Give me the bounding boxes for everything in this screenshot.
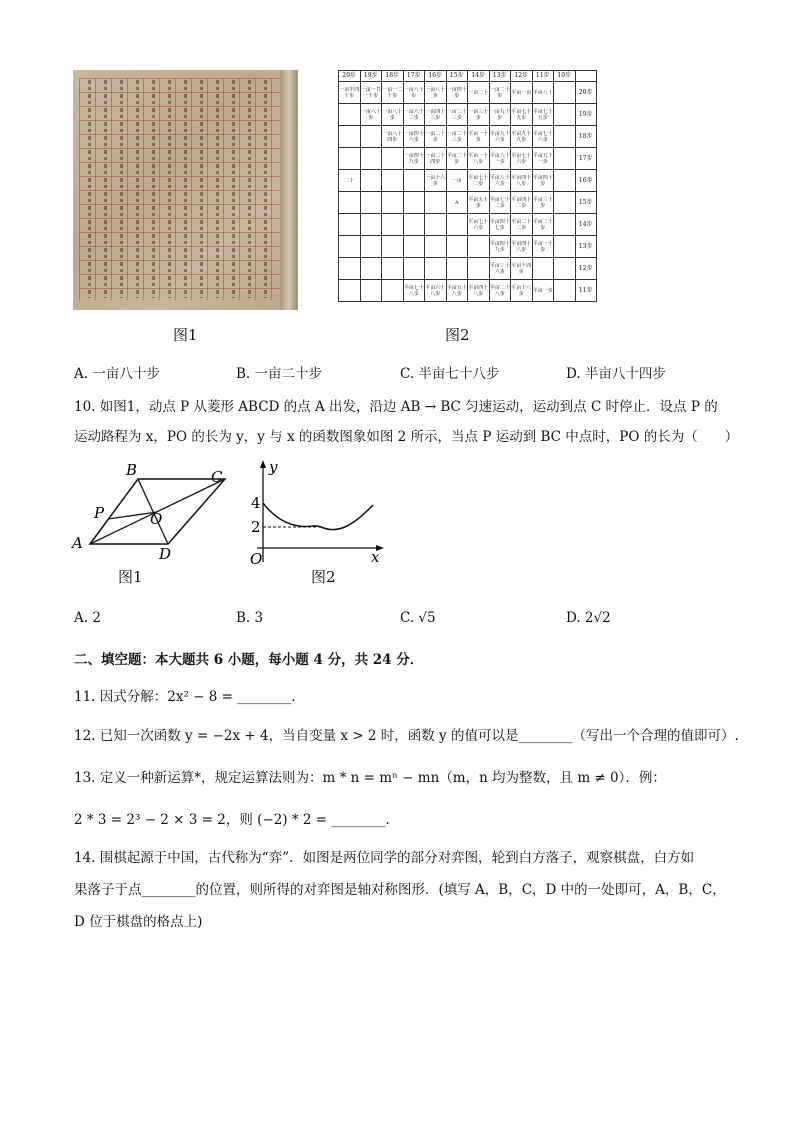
table-cell: 平亩四十八步 [468,280,490,302]
table-row [339,82,597,104]
table-cell: 一亩四十六步 [403,126,425,148]
table-cell: 平亩一步 [532,280,554,302]
table-header-cell: 20步 [339,71,361,82]
table-cell: 一亩四十三步 [425,104,447,126]
table-cell [339,214,361,236]
table-cell [339,148,361,170]
table-side-label: 17步 [575,148,597,170]
table-row [339,104,597,126]
q11-text: 11. 因式分解：2x² − 8 = ________. [74,689,296,705]
table-row [339,258,597,280]
label-a: A [72,534,83,552]
table-header-cell: 16步 [425,71,447,82]
table-row [339,280,597,302]
table-cell: 平亩二十步 [532,214,554,236]
table-cell [554,258,576,280]
q10-option-d: D. 2√2 [566,610,611,626]
table-cell: 一亩二十步 [489,82,511,104]
table-cell [360,214,382,236]
q9-option-d: D. 半亩八十四步 [566,366,666,382]
table-cell [360,170,382,192]
table-cell [382,280,404,302]
table-cell: 平亩十四步 [511,258,533,280]
q9-option-b: B. 一亩二十步 [236,366,323,382]
table-cell: 平亩一亩 [511,82,533,104]
q10-fig1-caption: 图1 [118,568,143,586]
table-cell [446,236,468,258]
table-cell: 二十 [339,170,361,192]
table-side-label: 18步 [575,126,597,148]
table-header-cell: 18步 [382,71,404,82]
table-cell [532,258,554,280]
q14-line1: 14. 围棋起源于中国，古代称为“弈”．如图是两位同学的部分对弈图，轮到白方落子，观察棋盘，白方如 [74,850,695,866]
table-cell [425,214,447,236]
table-cell: 一亩四十九步 [403,148,425,170]
table-cell [403,236,425,258]
q9-fig2-caption: 图2 [445,326,470,344]
table-cell: 一亩八十步 [425,82,447,104]
table-cell: 平亩四十八步 [511,236,533,258]
table-cell [468,236,490,258]
table-cell: 平亩九十九步 [511,126,533,148]
table-cell: 平亩八十 [532,82,554,104]
tick-label-2: 2 [251,518,261,536]
table-cell [360,126,382,148]
table-cell: 平亩三十步 [532,192,554,214]
table-cell: 平亩七十二步 [489,192,511,214]
table-cell [339,280,361,302]
function-curve [263,503,373,530]
table-side-label: 15步 [575,192,597,214]
table-cell: 平亩四十九步 [489,236,511,258]
table-cell [382,170,404,192]
y-axis-arrow [260,460,266,468]
q14-line3: D 位于棋盘的格点上) [74,914,203,930]
table-header-cell: 13步 [489,71,511,82]
table-side-label: 14步 [575,214,597,236]
table-cell [446,214,468,236]
table-cell: 平亩七十六步 [468,214,490,236]
q9-fig1-caption: 图1 [173,326,198,344]
table-header-cell: 10步 [554,71,576,82]
table-cell [554,214,576,236]
table-cell: 平亩六十八步 [425,280,447,302]
table-cell [446,258,468,280]
rhombus-figure [70,462,240,562]
table-cell [382,214,404,236]
q13-line2: 2 * 3 = 2³ − 2 × 3 = 2，则 (−2) * 2 = ________. [74,812,390,828]
q14-line2: 果落子于点________的位置，则所得的对弈图是轴对称图形．(填写 A，B，C，D 中的一处即可，A，B，C， [74,882,726,898]
table-cell: 一亩一廿一十步 [360,82,382,104]
table-cell [554,236,576,258]
table-cell [360,236,382,258]
manuscript-image [73,70,298,310]
table-cell [554,104,576,126]
table-cell [554,148,576,170]
q10-fig2-caption: 图2 [311,568,336,586]
q10-option-c: C. √5 [400,610,436,626]
table-row [339,236,597,258]
x-axis-label: x [371,548,380,566]
table-cell: 一亩六十步 [360,104,382,126]
table-header-cell: 19步 [360,71,382,82]
section-title: 二、填空题：本大题共 6 小题，每小题 4 分，共 24 分． [74,652,424,668]
table-cell: 平亩五十步 [468,192,490,214]
table-cell: 平亩八十六步 [489,170,511,192]
table-cell [339,258,361,280]
table-cell [382,236,404,258]
table-cell: 平亩七十六步 [511,148,533,170]
table-cell: 平亩七十九步 [511,104,533,126]
table-cell [554,170,576,192]
table-cell [360,192,382,214]
table-cell [554,192,576,214]
table-cell: 一亩六十三步 [403,104,425,126]
table-cell: 平亩七十二步 [468,170,490,192]
y-axis-label: y [269,458,278,476]
table-cell: 一亩八十四步 [382,126,404,148]
table-header-cell: 14步 [468,71,490,82]
table-cell: 一亩八十步 [382,104,404,126]
label-c: C [211,468,223,486]
table-cell: 平亩十八步 [511,280,533,302]
table-side-label: 16步 [575,170,597,192]
q10-line1: 10. 如图1，动点 P 从菱形 ABCD 的点 A 出发，沿边 AB → BC 匀速运动，运动到点 C 时停止．设点 P 的 [74,399,718,415]
function-graph [245,458,390,568]
table-cell: A [446,192,468,214]
manuscript-text-marks [83,80,276,298]
transcription-table [338,70,597,302]
table-cell: 平亩二十八步 [489,280,511,302]
table-cell: 平亩四十二步 [511,192,533,214]
q9-option-c: C. 半亩七十八步 [400,366,500,382]
table-cell [382,192,404,214]
table-cell [554,280,576,302]
label-b: B [126,462,138,479]
table-cell [382,148,404,170]
table-cell: 平亩一十步 [532,236,554,258]
table-side-label: 19步 [575,104,597,126]
table-cell [468,258,490,280]
table-cell [425,192,447,214]
table-side-label: 11步 [575,280,597,302]
table-header-cell: 17步 [403,71,425,82]
q10-option-a: A. 2 [74,610,101,626]
table-side-label: 13步 [575,236,597,258]
label-o: O [150,510,163,528]
table-header-cell: 11步 [532,71,554,82]
manuscript-roll-edge [280,70,298,310]
table-cell [339,192,361,214]
table-cell: 一亩二十三步 [446,126,468,148]
table-cell [403,170,425,192]
table-cell: 一亩二十四步 [425,148,447,170]
table-cell: 一亩 [446,170,468,192]
table-header-cell: 15步 [446,71,468,82]
q10-option-b: B. 3 [236,610,264,626]
table-header-row [339,71,597,82]
table-cell: 一亩九十步 [489,104,511,126]
table-cell [403,214,425,236]
table-cell: 一亩十六步 [425,170,447,192]
table-cell: 平亩七十八步 [403,280,425,302]
table-corner-cell [575,71,597,82]
origin-label: O [250,550,263,568]
q10-line2: 运动路程为 x，PO 的长为 y，y 与 x 的函数图象如图 2 所示，当点 P 运动到 BC 中点时，PO 的长为（ ） [74,429,739,445]
q9-option-a: A. 一亩八十步 [74,366,160,382]
table-cell [382,258,404,280]
table-cell: 一亩二十 [468,82,490,104]
label-d: D [159,545,172,562]
table-cell: 平亩五十一步 [532,148,554,170]
table-cell: 一亩二十步 [425,126,447,148]
table-cell [339,126,361,148]
table-row [339,148,597,170]
table-cell: 平亩一十八步 [468,148,490,170]
table-cell [403,192,425,214]
table-row [339,192,597,214]
table-cell: 一亩八十步 [403,82,425,104]
table-cell [425,258,447,280]
table-cell: 一亩半四十步 [339,82,361,104]
table-cell: 平亩八十一步 [489,148,511,170]
table-cell: 一亩三十步 [468,104,490,126]
table-cell: 平亩九十六步 [489,126,511,148]
table-side-label: 12步 [575,258,597,280]
table-cell: 一亩一二十步 [382,82,404,104]
table-cell: 平亩七十五步 [532,104,554,126]
table-cell: 平亩四十八步 [511,170,533,192]
table-row [339,214,597,236]
table-cell: 平亩二十步 [446,148,468,170]
table-cell: 平亩七十六步 [532,126,554,148]
table-header-cell: 12步 [511,71,533,82]
table-cell: 平亩二十二步 [511,214,533,236]
tick-label-4: 4 [251,494,261,512]
table-cell [360,148,382,170]
table-cell [554,82,576,104]
table-cell: 平亩四十步 [532,170,554,192]
table-cell [339,104,361,126]
table-cell: 平亩五十八步 [446,280,468,302]
table-cell [339,236,361,258]
table-cell: 一亩四十步 [446,82,468,104]
table-cell [554,126,576,148]
table-cell: 平亩三十六步 [489,258,511,280]
table-cell: 平亩四十七步 [489,214,511,236]
table-cell [360,258,382,280]
q12-text: 12. 已知一次函数 y = −2x + 4，当自变量 x > 2 时，函数 y 的值可以是________（写出一个合理的值即可）. [74,728,739,744]
table-row [339,126,597,148]
table-cell [403,258,425,280]
label-p: P [94,504,105,522]
table-side-label: 20步 [575,82,597,104]
table-row [339,170,597,192]
q13-line1: 13. 定义一种新运算*，规定运算法则为：m * n = mⁿ − mn（m，n 均为整数，且 m ≠ 0）．例： [74,770,666,786]
table-cell [360,280,382,302]
table-cell [425,236,447,258]
table-cell: 一亩二十三步 [446,104,468,126]
table-cell: 平亩一十步 [468,126,490,148]
